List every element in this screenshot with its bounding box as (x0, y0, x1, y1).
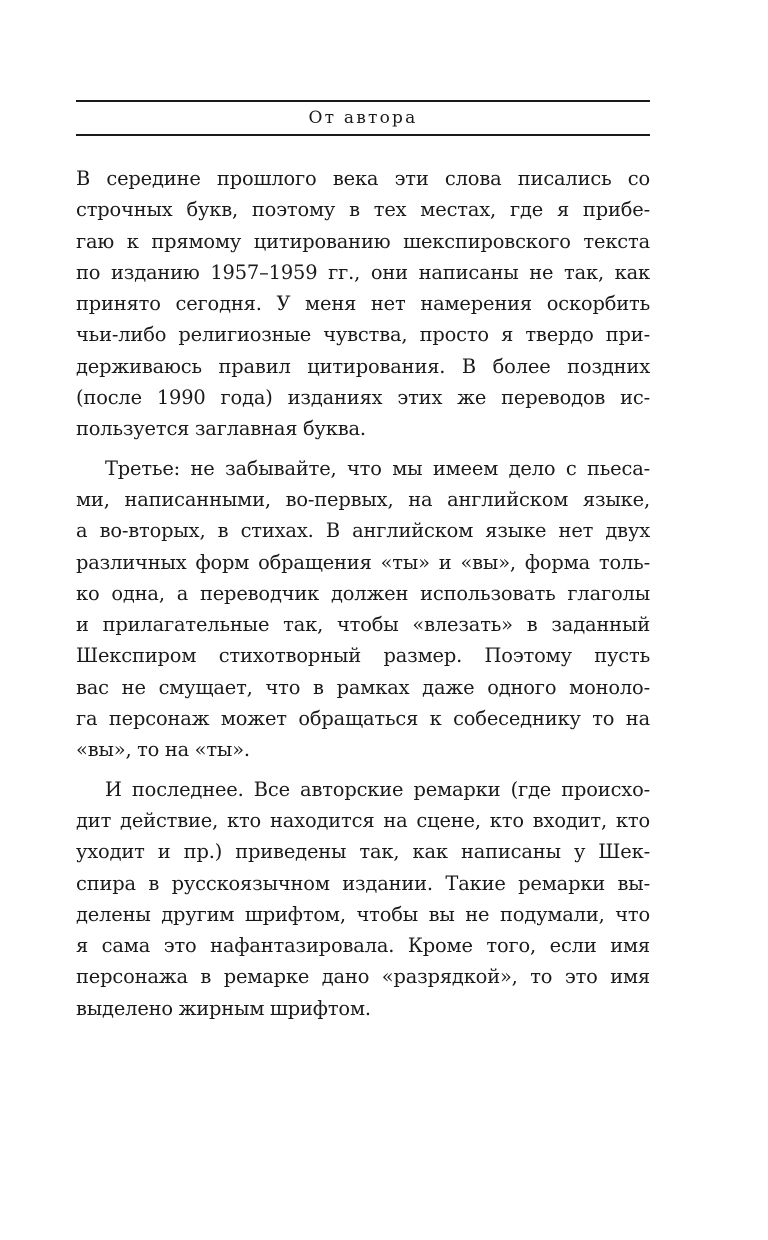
running-header (76, 100, 650, 136)
paragraph-2 (76, 453, 650, 766)
paragraph-1 (76, 163, 650, 445)
text-line: Третье: не забывайте, что мы имеем дело с пьеса- (105, 456, 650, 480)
body-text (76, 163, 650, 1024)
text-line: спира в русскоязычном издании. Такие ремарки вы- (76, 871, 650, 895)
text-line: различных форм обращения «ты» и «вы», форма толь- (76, 550, 650, 574)
text-line: (после 1990 года) изданиях этих же переводов ис- (76, 386, 650, 410)
text-line: выделено жирным шрифтом. (76, 996, 371, 1020)
text-line: пользуется заглавная буква. (76, 417, 366, 441)
text-line: ми, написанными, во-первых, на английском языке, (76, 487, 650, 511)
paragraph-3 (76, 774, 650, 1024)
text-line: га персонаж может обращаться к собеседнику то на (76, 707, 650, 731)
text-line: держиваюсь правил цитирования. В более поздних (76, 354, 650, 378)
text-line: делены другим шрифтом, чтобы вы не подумали, что (76, 902, 650, 926)
text-line: уходит и пр.) приведены так, как написаны у Шек- (76, 840, 650, 864)
text-line: Шекспиром стихотворный размер. Поэтому пусть (76, 644, 650, 668)
text-line: «вы», то на «ты». (76, 738, 250, 762)
text-line: а во-вторых, в стихах. В английском языке нет двух (76, 519, 650, 543)
text-line: дит действие, кто находится на сцене, кто входит, кто (76, 808, 650, 832)
text-line: И последнее. Все авторские ремарки (где происхо- (105, 777, 650, 801)
text-line: вас не смущает, что в рамках даже одного моноло- (76, 675, 650, 699)
text-line: персонажа в ремарке дано «разрядкой», то это имя (76, 965, 650, 989)
text-line: я сама это нафантазировала. Кроме того, если имя (76, 934, 650, 958)
text-line: по изданию 1957–1959 гг., они написаны не так, как (76, 260, 650, 284)
text-line: и прилагательные так, чтобы «влезать» в заданный (76, 613, 650, 637)
text-line: В середине прошлого века эти слова писались со (76, 167, 650, 190)
text-line: гаю к прямому цитированию шекспировского текста (76, 229, 650, 253)
text-line: принято сегодня. У меня нет намерения оскорбить (76, 292, 650, 316)
text-line: строчных букв, поэтому в тех местах, где я прибе- (76, 198, 650, 222)
text-line: ко одна, а переводчик должен использовать глаголы (76, 581, 650, 605)
running-header-title: От автора (308, 108, 418, 128)
text-line: чьи-либо религиозные чувства, просто я твердо при- (76, 323, 650, 347)
